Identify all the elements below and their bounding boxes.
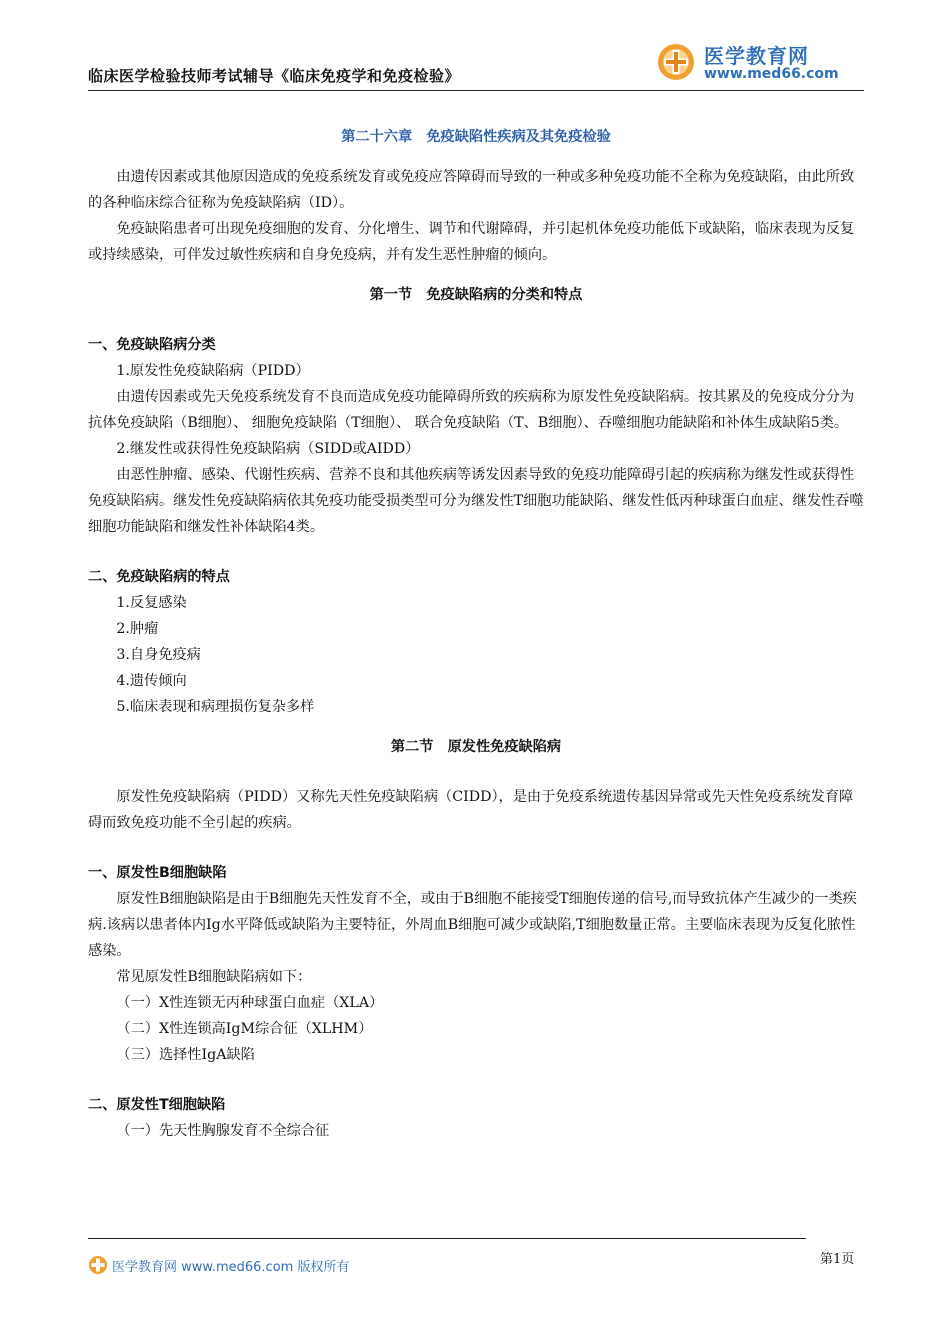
footer-divider — [88, 1238, 806, 1239]
chapter-title: 第二十六章 免疫缺陷性疾病及其免疫检验 — [341, 129, 611, 145]
logo-name: 医学教育网 — [704, 44, 809, 68]
intro-paragraph-1: 由遗传因素或其他原因造成的免疫系统发育或免疫应答障碍而导致的一种或多种免疫功能不全称为免疫缺陷，由此所致的各种临床综合征称为免疫缺陷病（ID）。 — [88, 169, 855, 211]
s1-item-1: 1.原发性免疫缺陷病（PIDD） — [116, 363, 310, 379]
list-item: 2.肿瘤 — [116, 621, 159, 637]
s2-intro: 原发性免疫缺陷病（PIDD）又称先天性免疫缺陷病（CIDD），是由于免疫系统遗传基因异常或先天性免疫系统发育障碍而致免疫功能不全引起的疾病。 — [88, 789, 854, 831]
s1-item-2: 2.继发性或获得性免疫缺陷病（SIDD或AIDD） — [116, 441, 420, 457]
s1-heading-2: 二、免疫缺陷病的特点 — [88, 569, 230, 585]
list-item: 3.自身免疫病 — [116, 647, 201, 663]
s2-heading-2: 二、原发性T细胞缺陷 — [88, 1097, 226, 1113]
list-item: （二）X性连锁高IgM综合征（XLHM） — [116, 1021, 373, 1037]
s2-item-1: （一）先天性胸腺发育不全综合征 — [116, 1123, 330, 1139]
list-item: 5.临床表现和病理损伤复杂多样 — [116, 699, 315, 715]
footer-text: 医学教育网 www.med66.com 版权所有 — [112, 1260, 350, 1275]
s2-heading-1: 一、原发性B细胞缺陷 — [88, 865, 227, 881]
page-header — [88, 38, 864, 91]
s1-paragraph-2: 由恶性肿瘤、感染、代谢性疾病、营养不良和其他疾病等诱发因素导致的免疫功能障碍引起的疾病称为继发性或获得性免疫缺陷病。继发性免疫缺陷病依其免疫功能受损类型可分为继发性T细胞功能缺陷、继发性低丙种球蛋白血症、继发性吞噬细胞功能缺陷和继发性补体缺陷4类。 — [88, 467, 864, 535]
header-title: 临床医学检验技师考试辅导《临床免疫学和免疫检验》 — [88, 67, 461, 85]
page-number: 第1页 — [820, 1252, 855, 1267]
list-item: （一）X性连锁无丙种球蛋白血症（XLA） — [116, 995, 384, 1011]
s1-paragraph-1: 由遗传因素或先天免疫系统发育不良而造成免疫功能障碍所致的疾病称为原发性免疫缺陷病。按其累及的免疫成分分为抗体免疫缺陷（B细胞）、 细胞免疫缺陷（T细胞）、 联合免疫缺陷（T、B细胞）、吞噬细胞功能缺陷和补体生成缺陷5类。 — [88, 389, 855, 431]
list-item: 4.遗传倾向 — [116, 673, 187, 689]
logo-url: www.med66.com — [704, 66, 839, 82]
site-logo[interactable] — [656, 38, 846, 88]
logo-cross-icon — [656, 42, 696, 82]
section-1-title: 第一节 免疫缺陷病的分类和特点 — [369, 287, 583, 303]
list-item: （三）选择性IgA缺陷 — [116, 1047, 255, 1063]
list-item: 1.反复感染 — [116, 595, 187, 611]
s2-paragraph-2: 常见原发性B细胞缺陷病如下： — [116, 969, 312, 985]
s2-paragraph-1: 原发性B细胞缺陷是由于B细胞先天性发育不全，或由于B细胞不能接受T细胞传递的信号,而导致抗体产生减少的一类疾病.该病以患者体内Ig水平降低或缺陷为主要特征，外周血B细胞可减少或缺陷,T细胞数量正常。主要临床表现为反复化脓性感染。 — [88, 891, 857, 959]
section-2-title: 第二节 原发性免疫缺陷病 — [390, 739, 562, 755]
document-body — [88, 124, 864, 1144]
intro-paragraph-2: 免疫缺陷患者可出现免疫细胞的发育、分化增生、调节和代谢障碍，并引起机体免疫功能低下或缺陷，临床表现为反复或持续感染，可伴发过敏性疾病和自身免疫病，并有发生恶性肿瘤的倾向。 — [88, 221, 855, 263]
logo-cross-icon — [88, 1255, 108, 1275]
s1-heading-1: 一、免疫缺陷病分类 — [88, 337, 216, 353]
